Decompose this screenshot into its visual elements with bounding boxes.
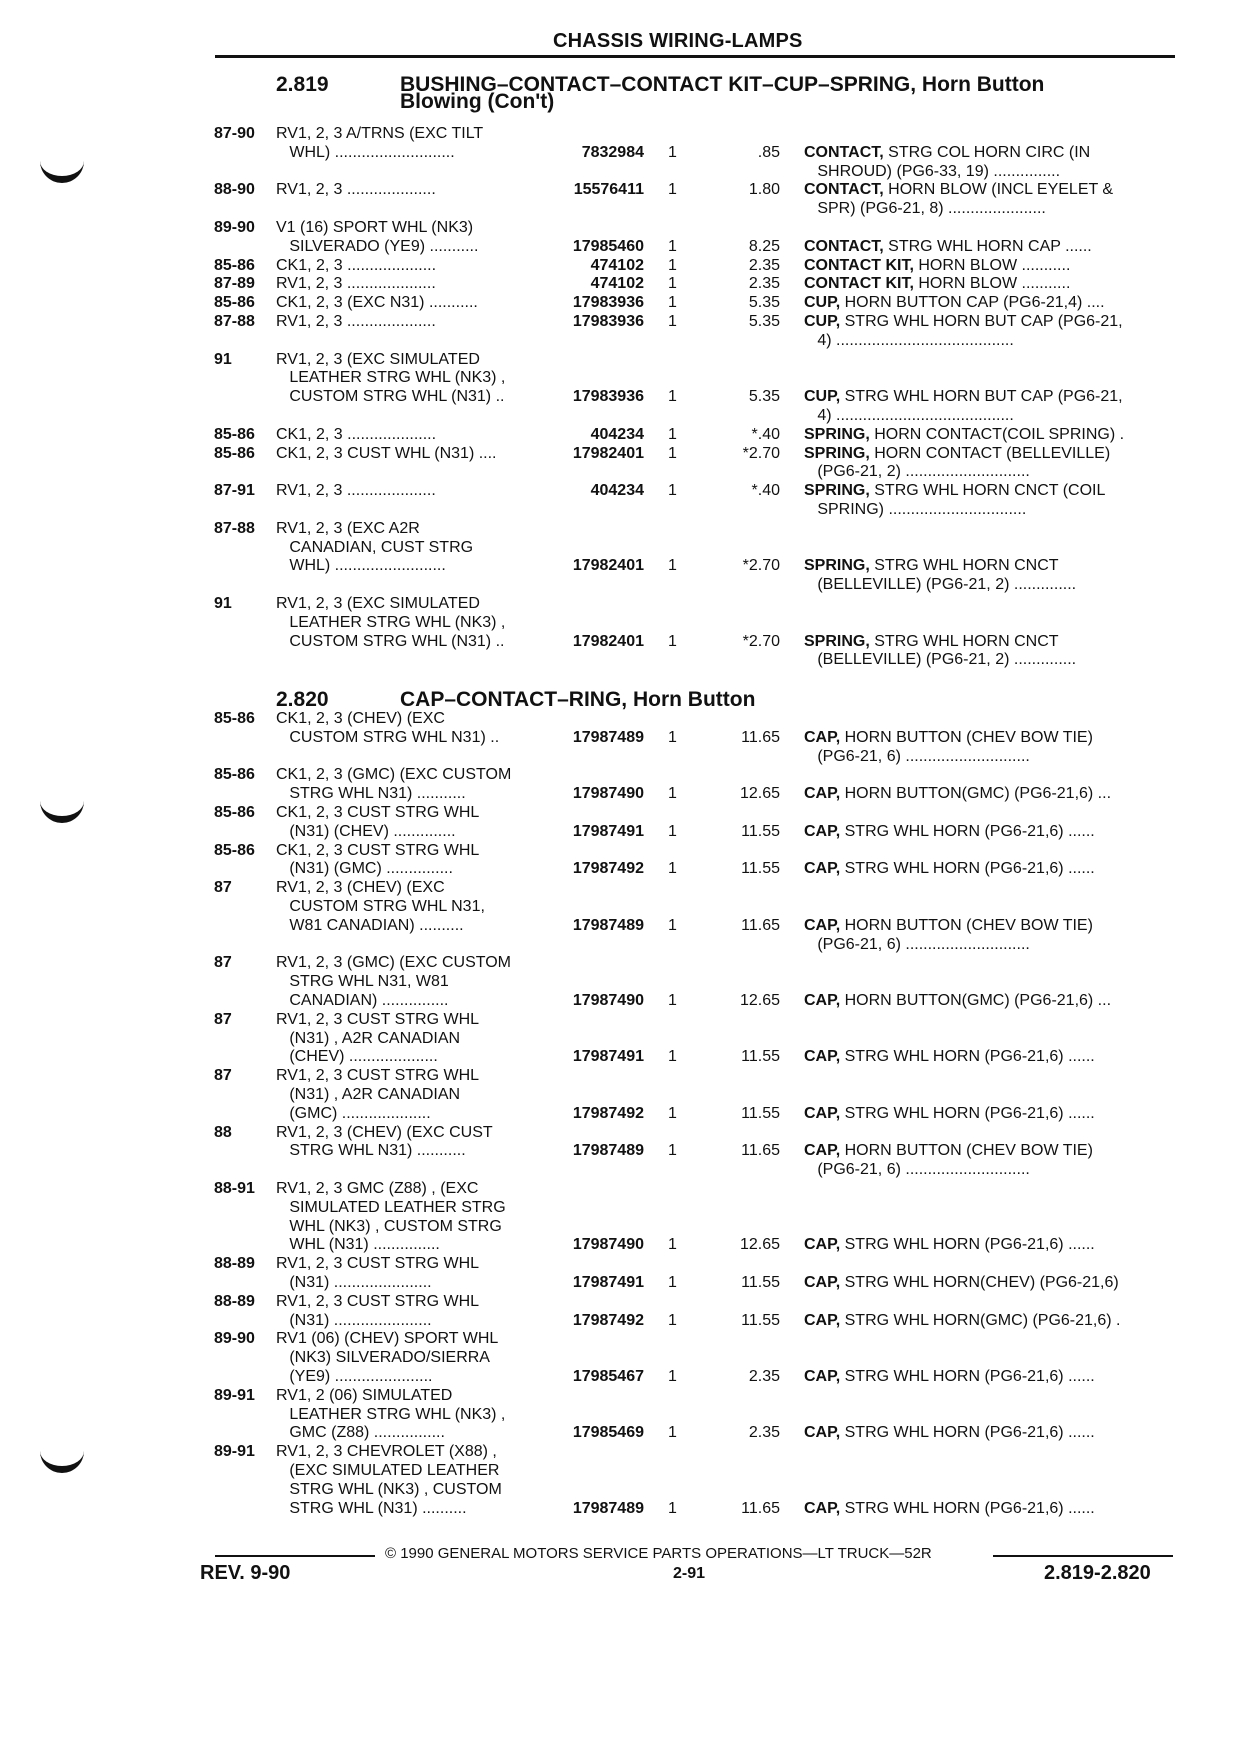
part-name: CONTACT, bbox=[804, 237, 884, 255]
part-name: CUP, bbox=[804, 294, 841, 312]
part-number: 17987489 bbox=[572, 728, 644, 746]
application-text: WHL (NK3) , CUSTOM STRG bbox=[276, 1217, 502, 1235]
part-description bbox=[804, 257, 1168, 275]
application-text: RV1, 2, 3 CHEVROLET (X88) , bbox=[276, 1443, 497, 1461]
binder-hole-mark bbox=[40, 790, 84, 823]
price: 11.65 bbox=[741, 1142, 780, 1160]
application-text: CK1, 2, 3 CUST WHL (N31) .... bbox=[276, 444, 497, 462]
application-text: (N31) ...................... bbox=[276, 1273, 432, 1291]
part-number: 17983936 bbox=[572, 313, 644, 330]
application-text: (N31) , A2R CANADIAN bbox=[276, 1029, 461, 1047]
application-text: LEATHER STRG WHL (NK3) , bbox=[276, 369, 506, 387]
part-name: CAP, bbox=[804, 1104, 841, 1122]
part-description-text: STRG WHL HORN (PG6-21,6) ...... bbox=[844, 860, 1095, 878]
price: 5.35 bbox=[748, 388, 780, 406]
part-description-text: STRG WHL HORN CNCT bbox=[874, 557, 1059, 575]
application-text: CANADIAN) ............... bbox=[276, 991, 449, 1009]
price: 11.65 bbox=[741, 916, 780, 934]
quantity: 1 bbox=[668, 1311, 677, 1329]
model-years: 87-89 bbox=[214, 275, 255, 293]
part-name: CAP, bbox=[804, 1048, 841, 1066]
part-description bbox=[804, 633, 1168, 651]
model-years: 91 bbox=[214, 350, 232, 368]
application-text: RV1, 2, 3 CUST STRG WHL bbox=[276, 1292, 480, 1310]
model-years: 85-86 bbox=[214, 841, 255, 859]
application-text: LEATHER STRG WHL (NK3) , bbox=[276, 1405, 506, 1423]
price: 11.55 bbox=[741, 1273, 780, 1291]
part-number: 17985469 bbox=[572, 1424, 644, 1442]
part-name: CAP, bbox=[804, 860, 841, 878]
price: 1.80 bbox=[748, 181, 780, 199]
price: *2.70 bbox=[742, 444, 780, 462]
part-number: 17987489 bbox=[572, 916, 644, 934]
application-text: WHL) ........................... bbox=[276, 143, 455, 161]
part-description bbox=[804, 294, 1168, 312]
part-number: 17987491 bbox=[572, 1273, 644, 1291]
footer-copyright: © 1990 GENERAL MOTORS SERVICE PARTS OPERATIONS—LT TRUCK—52R bbox=[385, 1545, 932, 1562]
part-description-text: STRG WHL HORN(CHEV) (PG6-21,6) bbox=[844, 1273, 1119, 1291]
part-description-text: HORN BLOW (INCL EYELET & bbox=[888, 181, 1114, 199]
part-description bbox=[804, 238, 1168, 256]
part-description bbox=[804, 1142, 1168, 1160]
quantity: 1 bbox=[668, 275, 677, 293]
part-name: SPRING, bbox=[804, 557, 870, 575]
application-text: RV1 (06) (CHEV) SPORT WHL bbox=[276, 1330, 499, 1348]
part-number: 17987491 bbox=[572, 1048, 644, 1066]
part-number: 17985460 bbox=[572, 237, 644, 255]
application-text: CUSTOM STRG WHL N31) .. bbox=[276, 728, 500, 746]
model-years: 85-86 bbox=[214, 425, 255, 443]
part-description bbox=[804, 1236, 1168, 1254]
binder-hole-mark bbox=[40, 150, 84, 183]
part-name: CONTACT, bbox=[804, 181, 884, 199]
quantity: 1 bbox=[668, 313, 677, 330]
model-years: 85-86 bbox=[214, 804, 255, 821]
application-text: CK1, 2, 3 (EXC N31) ........... bbox=[276, 294, 478, 312]
part-number: 474102 bbox=[590, 256, 644, 274]
quantity: 1 bbox=[668, 181, 677, 199]
part-description-text: HORN CONTACT (BELLEVILLE) bbox=[874, 444, 1111, 462]
part-name: CAP, bbox=[804, 1499, 841, 1517]
application-text: SILVERADO (YE9) ........... bbox=[276, 237, 479, 255]
price: 11.55 bbox=[741, 822, 780, 840]
part-description bbox=[804, 785, 1168, 803]
part-number: 17987492 bbox=[572, 1104, 644, 1122]
part-description-text: STRG WHL HORN (PG6-21,6) ...... bbox=[844, 1048, 1095, 1066]
quantity: 1 bbox=[668, 425, 677, 443]
application-text: CUSTOM STRG WHL N31, bbox=[276, 897, 485, 915]
part-description bbox=[804, 313, 1168, 331]
part-description bbox=[804, 445, 1168, 463]
application-text: CK1, 2, 3 (CHEV) (EXC bbox=[276, 710, 445, 727]
part-description bbox=[804, 1368, 1168, 1386]
model-years: 88-89 bbox=[214, 1255, 255, 1273]
application-text: (YE9) ...................... bbox=[276, 1367, 433, 1385]
part-name: CAP, bbox=[804, 785, 841, 803]
part-description bbox=[804, 729, 1168, 747]
quantity: 1 bbox=[668, 482, 677, 500]
quantity: 1 bbox=[668, 1142, 677, 1160]
price: *2.70 bbox=[742, 557, 780, 575]
application-text: RV1, 2, 3 .................... bbox=[276, 275, 436, 293]
part-description-text: STRG WHL HORN (PG6-21,6) ...... bbox=[844, 1424, 1095, 1442]
part-name: CAP, bbox=[804, 1311, 841, 1329]
part-name: CAP, bbox=[804, 822, 841, 840]
part-description bbox=[804, 388, 1168, 406]
model-years: 87 bbox=[214, 1010, 232, 1028]
footer-revision: REV. 9-90 bbox=[200, 1562, 291, 1584]
part-description-text: HORN BUTTON CAP (PG6-21,4) .... bbox=[844, 294, 1105, 312]
application-text: RV1, 2, 3 (CHEV) (EXC bbox=[276, 879, 445, 897]
quantity: 1 bbox=[668, 1104, 677, 1122]
part-description bbox=[804, 1424, 1168, 1442]
application-text: RV1, 2, 3 (CHEV) (EXC CUST bbox=[276, 1123, 493, 1141]
part-number: 17987489 bbox=[572, 1499, 644, 1517]
model-years: 89-90 bbox=[214, 219, 255, 236]
quantity: 1 bbox=[668, 1367, 677, 1385]
quantity: 1 bbox=[668, 916, 677, 934]
part-description-text: STRG WHL HORN(GMC) (PG6-21,6) . bbox=[844, 1311, 1121, 1329]
quantity: 1 bbox=[668, 1499, 677, 1517]
application-text: CK1, 2, 3 (GMC) (EXC CUSTOM bbox=[276, 766, 512, 784]
application-text: RV1, 2, 3 (EXC SIMULATED bbox=[276, 350, 480, 368]
part-number: 17987491 bbox=[572, 822, 644, 840]
quantity: 1 bbox=[668, 632, 677, 650]
price: .85 bbox=[757, 143, 780, 161]
quantity: 1 bbox=[668, 256, 677, 274]
model-years: 87 bbox=[214, 879, 232, 897]
part-number: 17982401 bbox=[572, 444, 644, 462]
application-text: STRG WHL N31) ........... bbox=[276, 1142, 466, 1160]
model-years: 89-91 bbox=[214, 1443, 255, 1461]
part-description bbox=[804, 482, 1168, 500]
part-description: (BELLEVILLE) (PG6-21, 2) .............. bbox=[804, 576, 1077, 594]
part-description-text: STRG WHL HORN CNCT bbox=[874, 632, 1059, 650]
part-description bbox=[804, 1312, 1168, 1330]
part-number: 17982401 bbox=[572, 557, 644, 575]
part-description-text: HORN BUTTON(GMC) (PG6-21,6) ... bbox=[844, 785, 1112, 803]
application-text: (N31) ...................... bbox=[276, 1311, 432, 1329]
part-description bbox=[804, 144, 1168, 162]
part-description bbox=[804, 1500, 1168, 1518]
application-text: WHL (N31) ............... bbox=[276, 1236, 440, 1254]
part-description-text: STRG WHL HORN (PG6-21,6) ...... bbox=[844, 1236, 1095, 1254]
part-description bbox=[804, 1048, 1168, 1066]
price: 11.55 bbox=[741, 860, 780, 878]
part-number: 474102 bbox=[590, 275, 644, 293]
quantity: 1 bbox=[668, 444, 677, 462]
model-years: 89-90 bbox=[214, 1330, 255, 1348]
model-years: 85-86 bbox=[214, 256, 255, 274]
footer-rule bbox=[993, 1555, 1173, 1557]
part-description: (PG6-21, 6) ............................ bbox=[804, 935, 1030, 953]
quantity: 1 bbox=[668, 728, 677, 746]
quantity: 1 bbox=[668, 237, 677, 255]
price: 11.55 bbox=[741, 1048, 780, 1066]
application-text: STRG WHL N31, W81 bbox=[276, 973, 449, 991]
section-number: 2.819 bbox=[276, 73, 329, 96]
model-years: 91 bbox=[214, 595, 232, 612]
quantity: 1 bbox=[668, 143, 677, 161]
application-text: CK1, 2, 3 .................... bbox=[276, 425, 437, 443]
model-years: 88-89 bbox=[214, 1292, 255, 1310]
part-name: CAP, bbox=[804, 728, 841, 746]
part-description: SHROUD) (PG6-33, 19) ............... bbox=[804, 162, 1061, 180]
price: 11.65 bbox=[741, 728, 780, 746]
part-name: SPRING, bbox=[804, 425, 870, 443]
price: 2.35 bbox=[748, 256, 780, 274]
quantity: 1 bbox=[668, 991, 677, 1009]
application-text: GMC (Z88) ................ bbox=[276, 1424, 445, 1442]
section-title: BUSHING–CONTACT–CONTACT KIT–CUP–SPRING, Horn Button bbox=[400, 73, 1045, 96]
header-rule bbox=[215, 55, 1175, 58]
section-title: Blowing (Con't) bbox=[400, 90, 555, 113]
price: *.40 bbox=[751, 425, 780, 443]
price: *2.70 bbox=[742, 632, 780, 650]
part-description bbox=[804, 275, 1168, 293]
price: 12.65 bbox=[739, 785, 780, 803]
part-description: 4) ........................................ bbox=[804, 406, 1014, 424]
quantity: 1 bbox=[668, 822, 677, 840]
part-description-text: HORN BUTTON (CHEV BOW TIE) bbox=[844, 728, 1093, 746]
part-description bbox=[804, 426, 1168, 444]
part-description: SPR) (PG6-21, 8) ...................... bbox=[804, 200, 1046, 218]
part-number: 7832984 bbox=[581, 143, 644, 161]
part-description-text: STRG COL HORN CIRC (IN bbox=[888, 143, 1091, 161]
application-text: RV1, 2, 3 (GMC) (EXC CUSTOM bbox=[276, 954, 511, 972]
section-number: 2.820 bbox=[276, 688, 329, 711]
model-years: 85-86 bbox=[214, 294, 255, 312]
part-number: 17987492 bbox=[572, 860, 644, 878]
part-description-text: HORN CONTACT(COIL SPRING) . bbox=[874, 425, 1125, 443]
part-name: CONTACT KIT, bbox=[804, 275, 914, 293]
part-number: 15576411 bbox=[573, 181, 644, 199]
part-number: 17985467 bbox=[572, 1367, 644, 1385]
part-description-text: HORN BUTTON (CHEV BOW TIE) bbox=[844, 916, 1093, 934]
page-title: CHASSIS WIRING-LAMPS bbox=[553, 30, 803, 52]
application-text: RV1, 2, 3 .................... bbox=[276, 181, 436, 199]
price: 11.55 bbox=[741, 1104, 780, 1122]
application-text: CUSTOM STRG WHL (N31) .. bbox=[276, 388, 505, 406]
part-name: CONTACT, bbox=[804, 143, 884, 161]
application-text: RV1, 2, 3 .................... bbox=[276, 482, 436, 500]
part-name: SPRING, bbox=[804, 482, 870, 500]
price: 8.25 bbox=[748, 237, 780, 255]
part-description: (PG6-21, 2) ............................ bbox=[804, 463, 1030, 481]
application-text: (N31) , A2R CANADIAN bbox=[276, 1085, 461, 1103]
part-description bbox=[804, 1105, 1168, 1123]
quantity: 1 bbox=[668, 388, 677, 406]
footer-page-number: 2-91 bbox=[673, 1565, 706, 1582]
part-description-text: STRG WHL HORN CAP ...... bbox=[888, 237, 1092, 255]
price: 5.35 bbox=[748, 294, 780, 312]
part-number: 17987490 bbox=[572, 1236, 644, 1254]
application-text: RV1, 2, 3 CUST STRG WHL bbox=[276, 1067, 480, 1085]
binder-hole-mark bbox=[40, 1440, 84, 1473]
application-text: CANADIAN, CUST STRG bbox=[276, 538, 474, 556]
application-text: CK1, 2, 3 CUST STRG WHL bbox=[276, 841, 480, 859]
quantity: 1 bbox=[668, 557, 677, 575]
footer-section-range: 2.819-2.820 bbox=[1044, 1562, 1151, 1584]
application-text: STRG WHL N31) ........... bbox=[276, 785, 466, 803]
part-description-text: STRG WHL HORN (PG6-21,6) ...... bbox=[844, 1499, 1095, 1517]
part-number: 17987492 bbox=[572, 1311, 644, 1329]
price: 2.35 bbox=[748, 1367, 780, 1385]
application-text: RV1, 2 (06) SIMULATED bbox=[276, 1386, 453, 1404]
part-description-text: STRG WHL HORN CNCT (COIL bbox=[874, 482, 1106, 500]
part-name: CAP, bbox=[804, 1236, 841, 1254]
part-name: CAP, bbox=[804, 1142, 841, 1160]
section-title: CAP–CONTACT–RING, Horn Button bbox=[400, 688, 756, 711]
application-text: RV1, 2, 3 CUST STRG WHL bbox=[276, 1255, 480, 1273]
part-description-text: HORN BUTTON (CHEV BOW TIE) bbox=[844, 1142, 1093, 1160]
part-description bbox=[804, 992, 1168, 1010]
application-text: CK1, 2, 3 .................... bbox=[276, 256, 437, 274]
part-number: 17983936 bbox=[572, 294, 644, 312]
price: *.40 bbox=[751, 482, 780, 500]
application-text: V1 (16) SPORT WHL (NK3) bbox=[276, 219, 474, 236]
quantity: 1 bbox=[668, 1273, 677, 1291]
application-text: CUSTOM STRG WHL (N31) .. bbox=[276, 632, 505, 650]
part-number: 17987490 bbox=[572, 991, 644, 1009]
model-years: 88-91 bbox=[214, 1180, 255, 1197]
part-description-text: STRG WHL HORN (PG6-21,6) ...... bbox=[844, 1367, 1095, 1385]
quantity: 1 bbox=[668, 785, 677, 803]
part-description: (PG6-21, 6) ............................ bbox=[804, 747, 1030, 765]
part-description bbox=[804, 823, 1168, 841]
application-text: (EXC SIMULATED LEATHER bbox=[276, 1461, 500, 1479]
price: 11.65 bbox=[741, 1499, 780, 1517]
part-description bbox=[804, 181, 1168, 199]
part-description: (PG6-21, 6) ............................ bbox=[804, 1161, 1030, 1179]
application-text: RV1, 2, 3 GMC (Z88) , (EXC bbox=[276, 1180, 479, 1197]
part-number: 17987490 bbox=[572, 785, 644, 803]
model-years: 85-86 bbox=[214, 444, 255, 462]
part-description bbox=[804, 557, 1168, 575]
part-description: SPRING) ............................... bbox=[804, 500, 1027, 518]
model-years: 85-86 bbox=[214, 710, 255, 727]
part-name: CAP, bbox=[804, 991, 841, 1009]
model-years: 87 bbox=[214, 1067, 232, 1085]
part-description-text: STRG WHL HORN (PG6-21,6) ...... bbox=[844, 822, 1095, 840]
application-text: RV1, 2, 3 CUST STRG WHL bbox=[276, 1010, 480, 1028]
application-text: LEATHER STRG WHL (NK3) , bbox=[276, 613, 506, 631]
price: 12.65 bbox=[739, 991, 780, 1009]
part-description-text: STRG WHL HORN BUT CAP (PG6-21, bbox=[844, 388, 1123, 406]
application-text: RV1, 2, 3 .................... bbox=[276, 313, 436, 330]
application-text: RV1, 2, 3 (EXC A2R bbox=[276, 519, 420, 537]
model-years: 88 bbox=[214, 1123, 232, 1141]
model-years: 89-91 bbox=[214, 1386, 255, 1404]
application-text: (NK3) SILVERADO/SIERRA bbox=[276, 1349, 490, 1367]
part-name: CUP, bbox=[804, 388, 841, 406]
quantity: 1 bbox=[668, 294, 677, 312]
part-number: 404234 bbox=[590, 425, 644, 443]
application-text: (N31) (CHEV) .............. bbox=[276, 822, 456, 840]
part-description-text: STRG WHL HORN BUT CAP (PG6-21, bbox=[844, 313, 1123, 330]
footer-rule bbox=[215, 1555, 375, 1557]
quantity: 1 bbox=[668, 1236, 677, 1254]
part-name: CAP, bbox=[804, 916, 841, 934]
part-name: CAP, bbox=[804, 1424, 841, 1442]
part-description-text: HORN BLOW ........... bbox=[918, 256, 1071, 274]
quantity: 1 bbox=[668, 860, 677, 878]
application-text: RV1, 2, 3 (EXC SIMULATED bbox=[276, 595, 480, 612]
part-number: 17983936 bbox=[572, 388, 644, 406]
quantity: 1 bbox=[668, 1048, 677, 1066]
part-name: CUP, bbox=[804, 313, 841, 330]
price: 2.35 bbox=[748, 1424, 780, 1442]
part-description bbox=[804, 1274, 1168, 1292]
model-years: 85-86 bbox=[214, 766, 255, 784]
application-text: (N31) (GMC) ............... bbox=[276, 860, 453, 878]
part-name: CAP, bbox=[804, 1273, 841, 1291]
application-text: W81 CANADIAN) .......... bbox=[276, 916, 464, 934]
part-description: 4) ........................................ bbox=[804, 331, 1014, 349]
application-text: SIMULATED LEATHER STRG bbox=[276, 1198, 506, 1216]
price: 12.65 bbox=[739, 1236, 780, 1254]
model-years: 87-88 bbox=[214, 519, 255, 537]
part-description: (BELLEVILLE) (PG6-21, 2) .............. bbox=[804, 651, 1077, 669]
part-number: 17987489 bbox=[572, 1142, 644, 1160]
application-text: STRG WHL (N31) .......... bbox=[276, 1499, 467, 1517]
application-text: WHL) ......................... bbox=[276, 557, 446, 575]
application-text: (GMC) .................... bbox=[276, 1104, 431, 1122]
part-name: CAP, bbox=[804, 1367, 841, 1385]
model-years: 87 bbox=[214, 954, 232, 972]
model-years: 87-90 bbox=[214, 125, 255, 142]
model-years: 88-90 bbox=[214, 181, 255, 199]
part-description-text: HORN BUTTON(GMC) (PG6-21,6) ... bbox=[844, 991, 1112, 1009]
part-description bbox=[804, 917, 1168, 935]
part-name: CONTACT KIT, bbox=[804, 256, 914, 274]
part-number: 404234 bbox=[590, 482, 644, 500]
part-name: SPRING, bbox=[804, 444, 870, 462]
part-description-text: STRG WHL HORN (PG6-21,6) ...... bbox=[844, 1104, 1095, 1122]
model-years: 87-91 bbox=[214, 482, 255, 500]
price: 5.35 bbox=[748, 313, 780, 330]
application-text: RV1, 2, 3 A/TRNS (EXC TILT bbox=[276, 125, 484, 142]
model-years: 87-88 bbox=[214, 313, 255, 330]
price: 11.55 bbox=[741, 1311, 780, 1329]
part-description-text: HORN BLOW ........... bbox=[918, 275, 1071, 293]
price: 2.35 bbox=[748, 275, 780, 293]
part-number: 17982401 bbox=[572, 632, 644, 650]
application-text: CK1, 2, 3 CUST STRG WHL bbox=[276, 804, 480, 821]
part-name: SPRING, bbox=[804, 632, 870, 650]
part-description bbox=[804, 860, 1168, 878]
application-text: (CHEV) .................... bbox=[276, 1048, 438, 1066]
application-text: STRG WHL (NK3) , CUSTOM bbox=[276, 1480, 502, 1498]
quantity: 1 bbox=[668, 1424, 677, 1442]
